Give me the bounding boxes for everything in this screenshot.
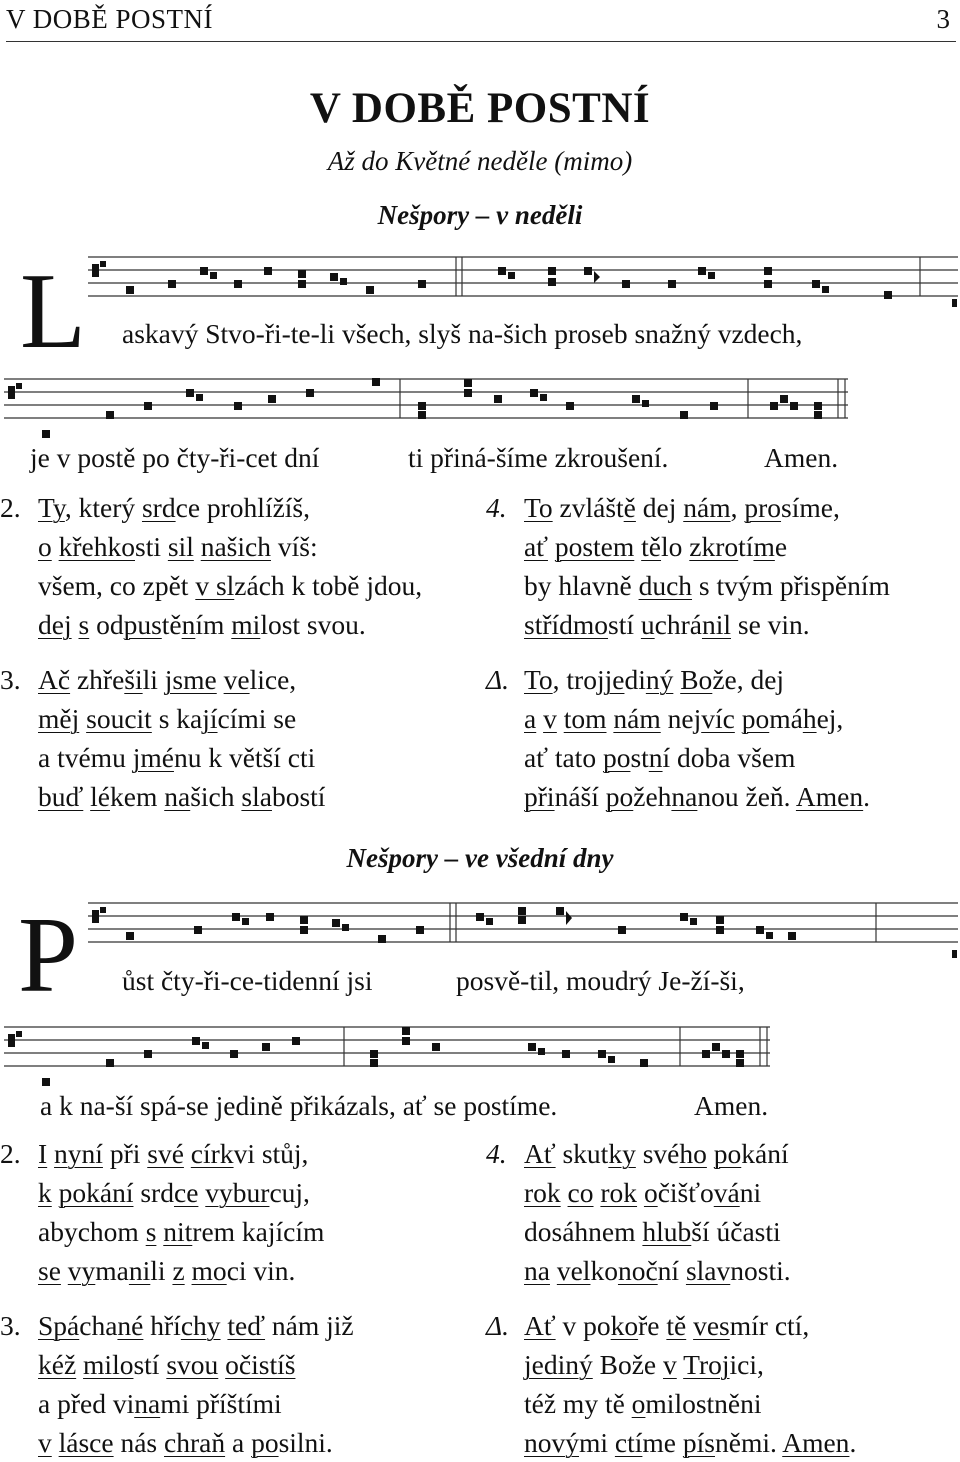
- verse-line: na velkonoční slavnosti.: [524, 1255, 791, 1286]
- hymn2-verse-3: [0, 1306, 354, 1462]
- verse-line: dej s odpustěním milost svou.: [38, 609, 366, 640]
- verse-line: též my tě omilostněni: [524, 1388, 762, 1419]
- verse-line: o křehkosti sil našich víš:: [38, 531, 318, 562]
- section-title: V DOBĚ POSTNÍ: [309, 85, 651, 132]
- verse-line: všem, co zpět v slzách k tobě jdou,: [38, 570, 423, 601]
- verse-line: To zvláště dej nám, prosíme,: [524, 492, 840, 523]
- hymn2-heading: Nešpory – ve všední dny: [346, 843, 614, 873]
- verse-line: dosáhnem hlubší účasti: [524, 1216, 781, 1247]
- verse-line: by hlavně duch s tvým přispěním: [524, 570, 890, 601]
- hymn2-verse-doxology: [486, 1306, 857, 1462]
- hymn1-heading: Nešpory – v neděli: [377, 200, 583, 230]
- page-number: 3: [936, 4, 950, 34]
- section-subtitle: Až do Květné neděle (mimo): [327, 146, 633, 176]
- verse-line: abychom s nitrem kajícím: [38, 1216, 325, 1247]
- verse-line: Ať v pokoře tě vesmír ctí,: [524, 1310, 810, 1341]
- verse-line: Ač zhřešili jsme velice,: [38, 664, 297, 695]
- verse-line: kéž milostí svou očistíš: [38, 1349, 296, 1380]
- verse-line: jediný Bože v Trojici,: [524, 1349, 764, 1380]
- verse-number: 4.: [486, 1138, 507, 1169]
- verse-line: Spáchané hříchy teď nám již: [38, 1310, 354, 1341]
- verse-line: To, trojjediný Bože, dej: [524, 664, 785, 695]
- hymn1-amen: Amen.: [764, 442, 839, 473]
- hymn1-initial: L: [20, 252, 86, 371]
- verse-number: 4.: [486, 492, 507, 523]
- verse-number: 3.: [0, 1310, 21, 1341]
- verse-line: novými ctíme písněmi. Amen.: [524, 1427, 857, 1458]
- hymn2-verse-2: [0, 1134, 325, 1290]
- verse-number: Δ.: [486, 1310, 510, 1341]
- hymn2-staff-1: [0, 894, 960, 964]
- verse-line: a v tom nám nejvíc pomáhej,: [524, 703, 844, 734]
- verse-number: 2.: [0, 1138, 21, 1169]
- hymn1-verse-4: [486, 488, 890, 644]
- hymn1-verse-2: [0, 488, 423, 644]
- hymn1-lyrics-line-1: askavý Stvo-ři-te-li všech, slyš na-šich proseb snažný vzdech,: [122, 318, 803, 349]
- verse-line: k pokání srdce vyburcuj,: [38, 1177, 310, 1208]
- verse-line: rok co rok očišťováni: [524, 1177, 762, 1208]
- verse-number: Δ.: [486, 664, 510, 695]
- hymn2-amen: Amen.: [694, 1090, 769, 1121]
- verse-line: v lásce nás chraň a posilni.: [38, 1427, 333, 1458]
- hymn1-lyrics-line-2b: ti přiná-šíme zkroušení.: [408, 442, 669, 473]
- verse-line: přináší požehnanou žeň. Amen.: [524, 781, 871, 812]
- verse-number: 3.: [0, 664, 21, 695]
- verse-line: Ať skutky svého pokání: [524, 1138, 789, 1169]
- verse-line: ať tato postní doba všem: [524, 742, 796, 773]
- hymn2-initial: P: [18, 896, 79, 1015]
- running-head: V DOBĚ POSTNÍ: [6, 4, 214, 34]
- verse-line: a před vinami příštími: [38, 1388, 282, 1419]
- verse-line: a tvému jménu k větší cti: [38, 742, 316, 773]
- verse-line: měj soucit s kajícími se: [38, 703, 297, 734]
- header-rule: [6, 41, 956, 42]
- hymn2-lyrics-line-1a: ůst čty-ři-ce-tidenní jsi: [122, 965, 373, 996]
- verse-number: 2.: [0, 492, 21, 523]
- hymn2-verse-4: [486, 1134, 791, 1290]
- verse-line: Ty, který srdce prohlížíš,: [38, 492, 311, 523]
- hymn1-verse-3: [0, 660, 326, 816]
- verse-line: buď lékem našich slabostí: [38, 781, 326, 812]
- hymn2-lyrics-line-1b: posvě-til, moudrý Je-ží-ši,: [456, 965, 745, 996]
- verse-line: I nyní při své církvi stůj,: [38, 1138, 309, 1169]
- verse-line: střídmostí uchránil se vin.: [524, 609, 810, 640]
- hymn1-staff-1: [0, 248, 960, 308]
- verse-line: ať postem tělo zkrotíme: [524, 531, 788, 562]
- hymn1-verse-doxology: [486, 660, 871, 816]
- hymn1-lyrics-line-2a: je v postě po čty-ři-cet dní: [30, 442, 320, 473]
- verse-line: se vymanili z moci vin.: [38, 1255, 296, 1286]
- hymn1-staff-2: [0, 370, 960, 450]
- hymn2-lyrics-line-2: a k na-ší spá-se jedině přikázals, ať se postíme.: [40, 1090, 558, 1121]
- hymn2-staff-2: [0, 1018, 960, 1093]
